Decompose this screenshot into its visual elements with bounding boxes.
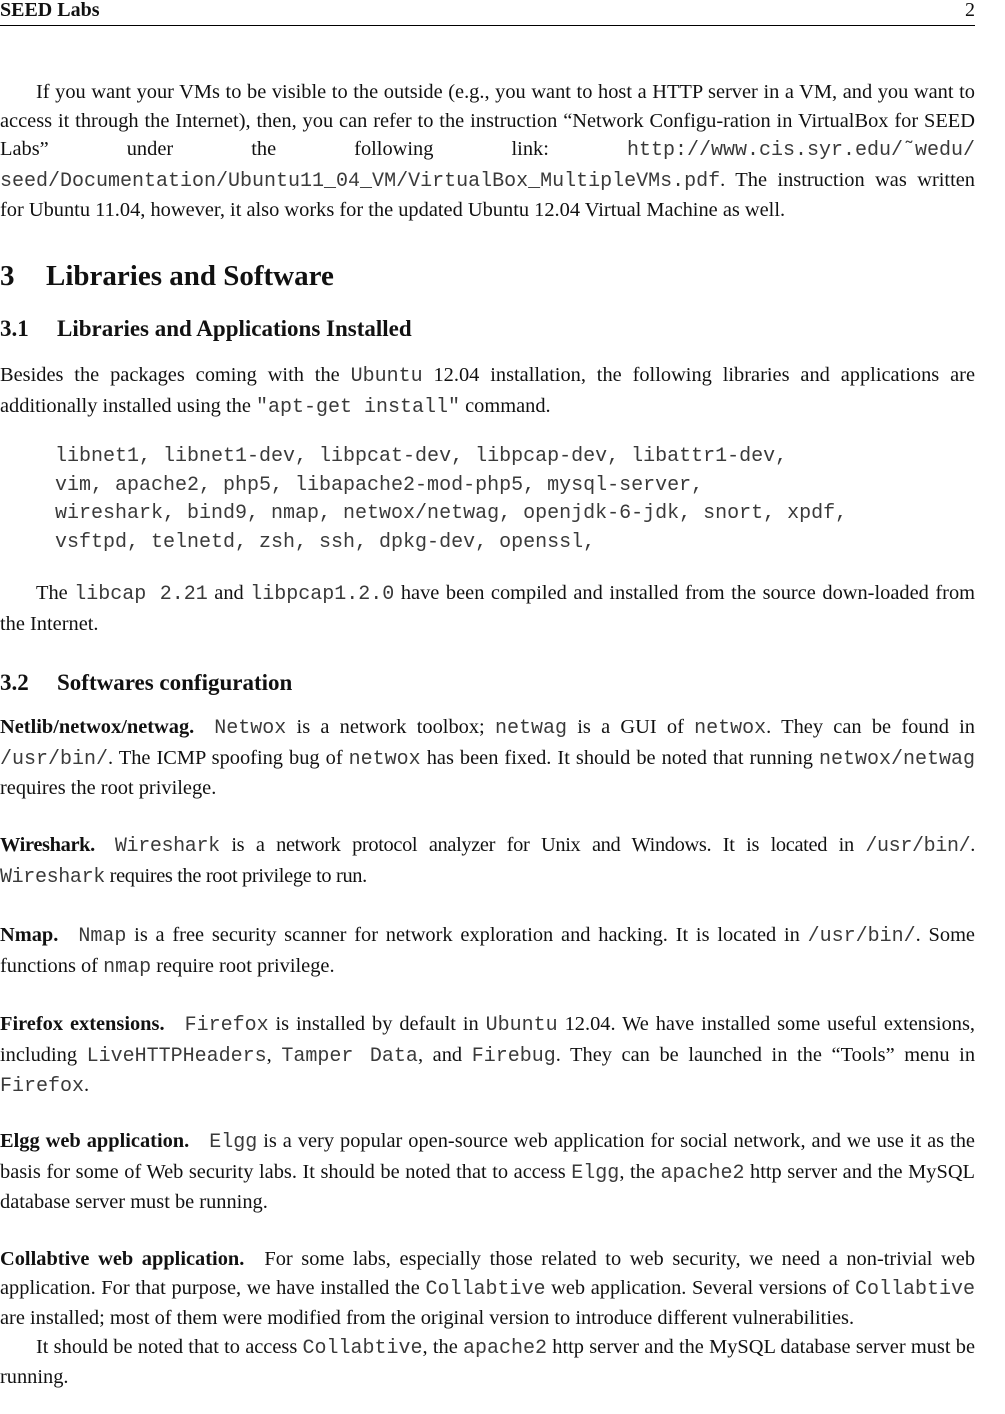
text: requires the root privilege to run. — [104, 864, 367, 887]
text: It should be noted that to access — [36, 1335, 303, 1358]
code: netwag — [494, 717, 567, 740]
text: , the — [422, 1335, 464, 1358]
text: , and — [417, 1043, 472, 1066]
text: is a GUI of — [567, 716, 695, 738]
package-list — [55, 443, 847, 557]
paragraph-heading: Wireshark. — [0, 834, 95, 856]
subsection-number: 3.1 — [0, 316, 29, 341]
text: . They can be launched in the “Tools” menu in — [555, 1043, 976, 1066]
text: The — [36, 582, 75, 604]
elgg-paragraph — [0, 1127, 975, 1217]
text: is installed by default in — [268, 1013, 486, 1035]
section-number: 3 — [0, 260, 15, 292]
nmap-paragraph — [0, 921, 975, 982]
package-line: wireshark, bind9, nmap, netwox/netwag, openjdk-6-jdk, snort, xpdf, — [55, 502, 848, 525]
text: is a network protocol analyzer for Unix and Windows. It is located in — [219, 834, 866, 856]
compiled-paragraph — [0, 579, 975, 638]
code: nmap — [103, 955, 152, 979]
code: Firefox — [0, 1075, 85, 1098]
code: "apt-get install" — [255, 395, 461, 419]
code: Firebug — [471, 1044, 556, 1068]
text: require root privilege. — [151, 954, 335, 977]
package-line: libnet1, libnet1-dev, libpcat-dev, libpcap-dev, libattr1-dev, — [55, 445, 788, 468]
intro-text-end: . The instruction was written for Ubuntu 11.04, however, it also works for the updated Ubuntu 12.04 Virtual Machine as well. — [0, 168, 975, 221]
code: Nmap — [78, 925, 127, 948]
text: . They can be found in — [766, 716, 976, 738]
code: netwox — [348, 747, 421, 771]
page-header — [0, 0, 975, 26]
code: libpcap1.2.0 — [250, 583, 395, 606]
text: http server and the MySQL database server must be running. — [0, 1335, 976, 1388]
text: and — [207, 582, 251, 604]
subsection-title: Libraries and Applications Installed — [57, 316, 412, 341]
code: Netwox — [214, 717, 287, 740]
code: Elgg — [209, 1131, 258, 1154]
text: Besides the packages coming with the — [0, 364, 351, 386]
netlib-paragraph — [0, 713, 975, 803]
paragraph-heading: Netlib/netwox/netwag. — [0, 716, 195, 738]
code: LiveHTTPHeaders — [86, 1044, 267, 1068]
code: netwox/netwag — [818, 747, 975, 771]
paragraph-heading: Collabtive web application. — [0, 1248, 245, 1270]
collabtive-paragraph — [0, 1245, 975, 1392]
text: is a very popular open-source web application for social network, and we use it as the basis for some of Web security labs. It should be noted that to access — [0, 1130, 975, 1183]
paragraph-heading: Nmap. — [0, 924, 59, 946]
code: libcap 2.21 — [74, 583, 208, 606]
text: , — [266, 1043, 282, 1066]
code: apache2 — [463, 1336, 548, 1360]
code: /usr/bin/ — [807, 925, 916, 948]
link-url-part1[interactable]: http://www.cis.syr.edu/˜wedu/ — [626, 139, 975, 162]
paragraph-heading: Elgg web application. — [0, 1130, 190, 1152]
page-number: 2 — [965, 0, 975, 21]
code: netwox — [694, 717, 767, 740]
code: /usr/bin/ — [865, 835, 971, 858]
code: Collabtive — [425, 1277, 546, 1301]
subsection-heading-3-2 — [0, 669, 292, 697]
code: apache2 — [660, 1161, 745, 1185]
subsection-title: Softwares configuration — [57, 670, 293, 695]
text: have been compiled and installed from the source down-loaded from the Internet. — [0, 582, 976, 635]
section-heading-3 — [0, 259, 334, 293]
code: Wireshark — [114, 835, 220, 858]
link-url-part2[interactable]: seed/Documentation/Ubuntu11_04_VM/VirtualBox_MultipleVMs.pdf — [0, 169, 721, 193]
text: . — [970, 834, 975, 856]
text: 12.04. We have installed some useful extensions, including — [0, 1013, 976, 1066]
package-line: vim, apache2, php5, libapache2-mod-php5, mysql-server, — [55, 473, 704, 497]
header-title: SEED Labs — [0, 0, 100, 21]
code: Firefox — [184, 1014, 269, 1037]
text: , the — [619, 1160, 661, 1183]
code: Collabtive — [854, 1277, 975, 1301]
libraries-paragraph — [0, 361, 975, 422]
code: Wireshark — [0, 865, 105, 889]
subsection-number: 3.2 — [0, 670, 29, 695]
code: Collabtive — [302, 1336, 423, 1360]
code: /usr/bin/ — [0, 747, 109, 771]
intro-text: If you want your VMs to be visible to the outside (e.g., you want to host a HTTP server in a VM, and you want to access it through the Internet), then, you can refer to the instruction “Network Configu-ration in VirtualBox for SEED Labs” under the following link: — [0, 81, 975, 160]
code: Ubuntu — [485, 1014, 558, 1037]
code: Elgg — [571, 1161, 620, 1185]
text: . Some functions of — [0, 924, 975, 977]
firefox-paragraph — [0, 1010, 975, 1102]
code: Ubuntu — [350, 365, 423, 388]
text: For some labs, especially those related to web security, we need a non-trivial web application. For that purpose, we have installed the — [0, 1248, 976, 1299]
subsection-heading-3-1 — [0, 315, 412, 343]
text: 12.04 installation, the following libraries and applications are additionally installed using the — [0, 364, 975, 417]
text: http server and the MySQL database server must be running. — [0, 1160, 975, 1213]
text: is a free security scanner for network exploration and hacking. It is located in — [126, 924, 808, 946]
text: . The ICMP spoofing bug of — [108, 746, 349, 769]
code: Tamper Data — [281, 1044, 418, 1068]
text: web application. Several versions of — [545, 1276, 855, 1299]
text: are installed; most of them were modified from the original version to introduce different vulnerabilities. — [0, 1307, 855, 1329]
package-line: vsftpd, telnetd, zsh, ssh, dpkg-dev, openssl, — [55, 530, 596, 554]
text: is a network toolbox; — [286, 716, 495, 738]
text: . — [84, 1074, 90, 1096]
paragraph-heading: Firefox extensions. — [0, 1013, 165, 1035]
intro-paragraph — [0, 78, 975, 225]
section-title: Libraries and Software — [46, 260, 334, 292]
text: has been fixed. It should be noted that running — [420, 746, 819, 769]
wireshark-paragraph — [0, 831, 975, 892]
text: command. — [460, 394, 551, 417]
text: requires the root privilege. — [0, 777, 217, 799]
